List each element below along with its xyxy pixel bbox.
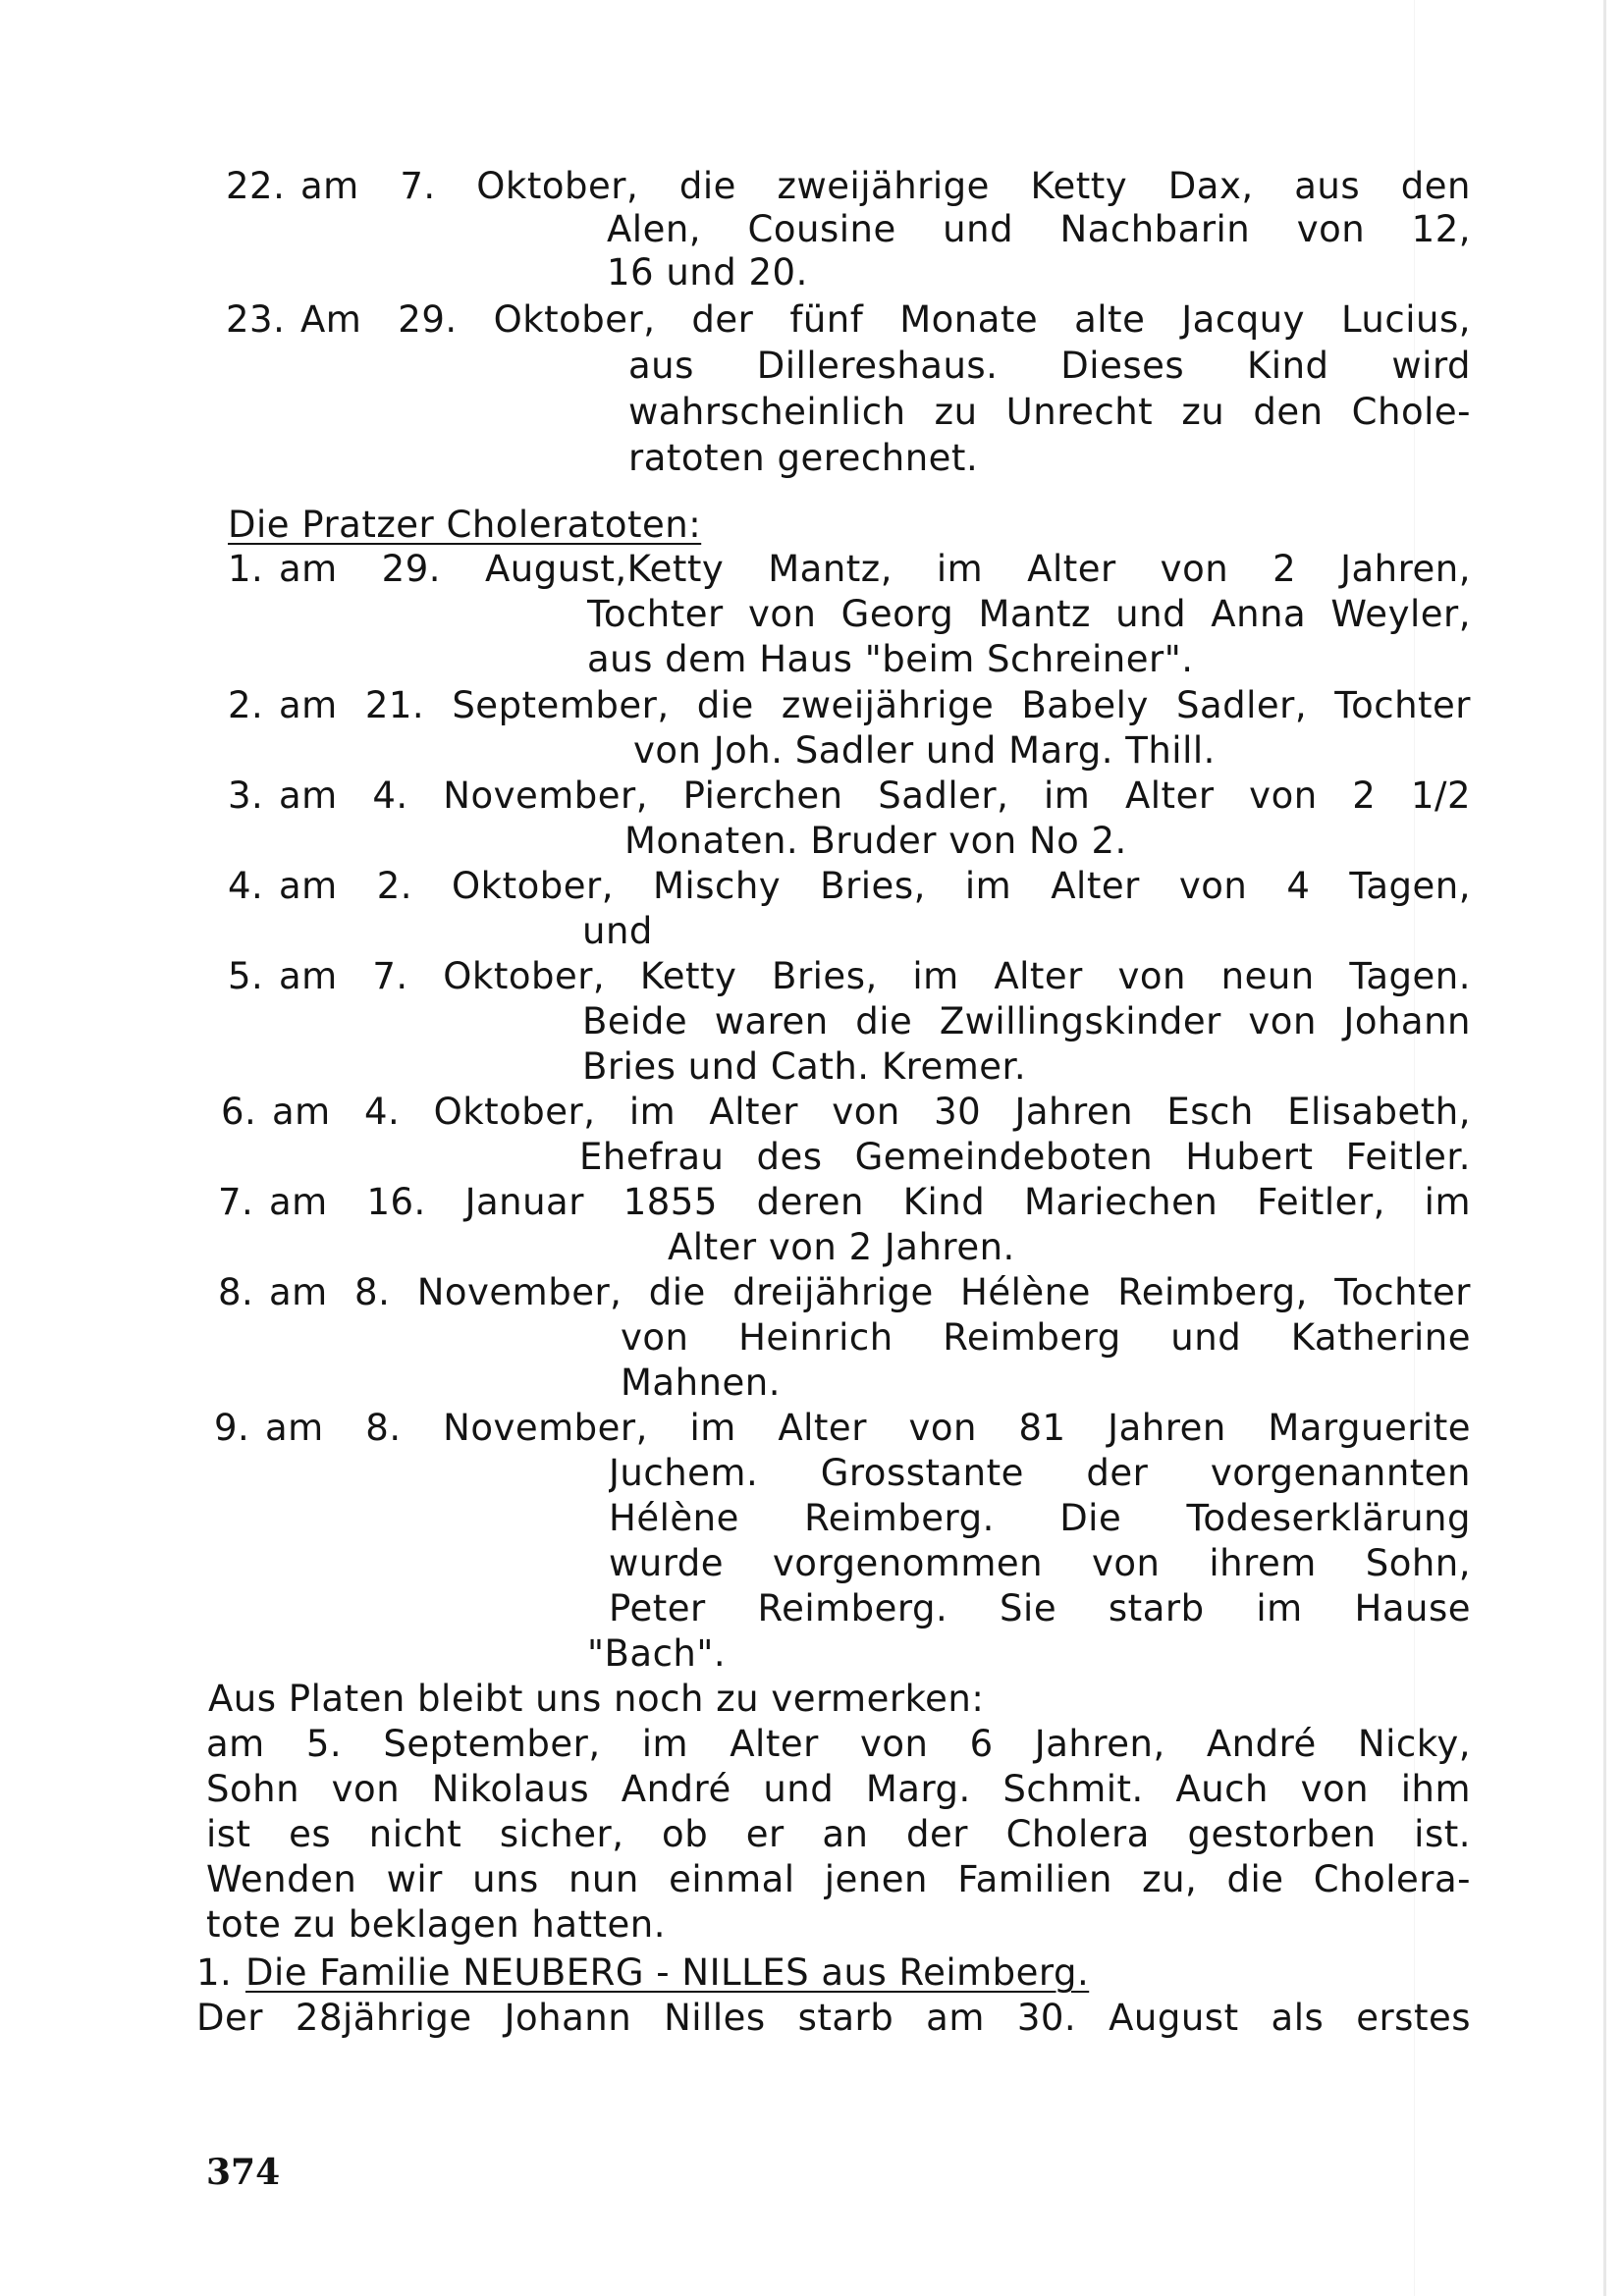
entry-text-line: am 8. November, im Alter von 81 Jahren Marguerite (265, 1407, 1471, 1449)
section-heading: Die Pratzer Choleratoten: (228, 504, 702, 546)
entry-number: 2. (228, 684, 264, 726)
entry-text-line: Peter Reimberg. Sie starb im Hause (609, 1587, 1471, 1629)
entry-text-line: am 4. November, Pierchen Sadler, im Alter von 2 1/2 (279, 774, 1471, 817)
entry-text-line: ratoten gerechnet. (628, 437, 979, 479)
entry-text-line: Juchem. Grosstante der vorgenannten (609, 1452, 1471, 1494)
entry-text-line: Monaten. Bruder von No 2. (624, 820, 1127, 862)
entry-number: 7. (218, 1181, 254, 1223)
entry-number: 8. (218, 1271, 254, 1313)
entry-text-line: Ehefrau des Gemeindeboten Hubert Feitler. (579, 1136, 1471, 1178)
entry-text-line: Hélène Reimberg. Die Todeserklärung (609, 1497, 1471, 1539)
entry-number: 22. (226, 165, 286, 207)
paragraph-line: ist es nicht sicher, ob er an der Cholera gestorben ist. (206, 1813, 1471, 1855)
entry-text-line: Alen, Cousine und Nachbarin von 12, (607, 208, 1471, 250)
page-number: 374 (206, 2152, 281, 2193)
entry-text-line: am 21. September, die zweijährige Babely Sadler, Tochter (279, 684, 1471, 726)
paragraph-line: am 5. September, im Alter von 6 Jahren, André Nicky, (206, 1723, 1471, 1765)
entry-number: 1. (228, 548, 264, 590)
entry-text-line: Am 29. Oktober, der fünf Monate alte Jacquy Lucius, (300, 298, 1471, 341)
entry-number: 23. (226, 298, 286, 341)
entry-text-line: am 29. August,Ketty Mantz, im Alter von 2 Jahren, (279, 548, 1471, 590)
section-number: 1. (196, 1951, 233, 1994)
paragraph-line: Wenden wir uns nun einmal jenen Familien zu, die Cholera- (206, 1858, 1471, 1900)
entry-text-line: am 7. Oktober, die zweijährige Ketty Dax, aus den (300, 165, 1471, 207)
entry-text-line: "Bach". (587, 1632, 727, 1675)
page-edge-shadow (1603, 0, 1606, 2296)
entry-text-line: am 8. November, die dreijährige Hélène Reimberg, Tochter (269, 1271, 1471, 1313)
entry-text-line: am 2. Oktober, Mischy Bries, im Alter von 4 Tagen, (279, 865, 1471, 907)
entry-number: 5. (228, 955, 264, 997)
entry-text-line: aus dem Haus "beim Schreiner". (587, 638, 1194, 680)
entry-text-line: am 7. Oktober, Ketty Bries, im Alter von neun Tagen. (279, 955, 1471, 997)
section-title: Die Familie NEUBERG - NILLES aus Reimberg. (245, 1951, 1090, 1994)
entry-number: 9. (214, 1407, 250, 1449)
entry-text-line: am 4. Oktober, im Alter von 30 Jahren Esch Elisabeth, (272, 1091, 1471, 1133)
entry-text-line: am 16. Januar 1855 deren Kind Mariechen Feitler, im (269, 1181, 1471, 1223)
paragraph-line: Sohn von Nikolaus André und Marg. Schmit. Auch von ihm (206, 1768, 1471, 1810)
entry-text-line: aus Dillereshaus. Dieses Kind wird (628, 345, 1471, 387)
entry-text-line: von Joh. Sadler und Marg. Thill. (633, 729, 1216, 772)
entry-text-line: wurde vorgenommen von ihrem Sohn, (609, 1542, 1471, 1584)
entry-text-line: und (582, 910, 653, 952)
paragraph-line: tote zu beklagen hatten. (206, 1903, 667, 1946)
entry-text-line: Mahnen. (621, 1362, 781, 1404)
entry-number: 4. (228, 865, 264, 907)
entry-text-line: Tochter von Georg Mantz und Anna Weyler, (587, 593, 1471, 635)
entry-number: 6. (221, 1091, 257, 1133)
entry-text-line: von Heinrich Reimberg und Katherine (621, 1316, 1471, 1359)
entry-text-line: Alter von 2 Jahren. (668, 1226, 1015, 1268)
entry-text-line: wahrscheinlich zu Unrecht zu den Chole- (628, 391, 1471, 433)
paragraph-line: Der 28jährige Johann Nilles starb am 30. August als erstes (196, 1997, 1471, 2039)
entry-text-line: 16 und 20. (607, 251, 808, 294)
entry-number: 3. (228, 774, 264, 817)
entry-text-line: Beide waren die Zwillingskinder von Johann (582, 1000, 1471, 1042)
entry-text-line: Bries und Cath. Kremer. (582, 1045, 1027, 1088)
paragraph-heading: Aus Platen bleibt uns noch zu vermerken: (208, 1678, 985, 1720)
